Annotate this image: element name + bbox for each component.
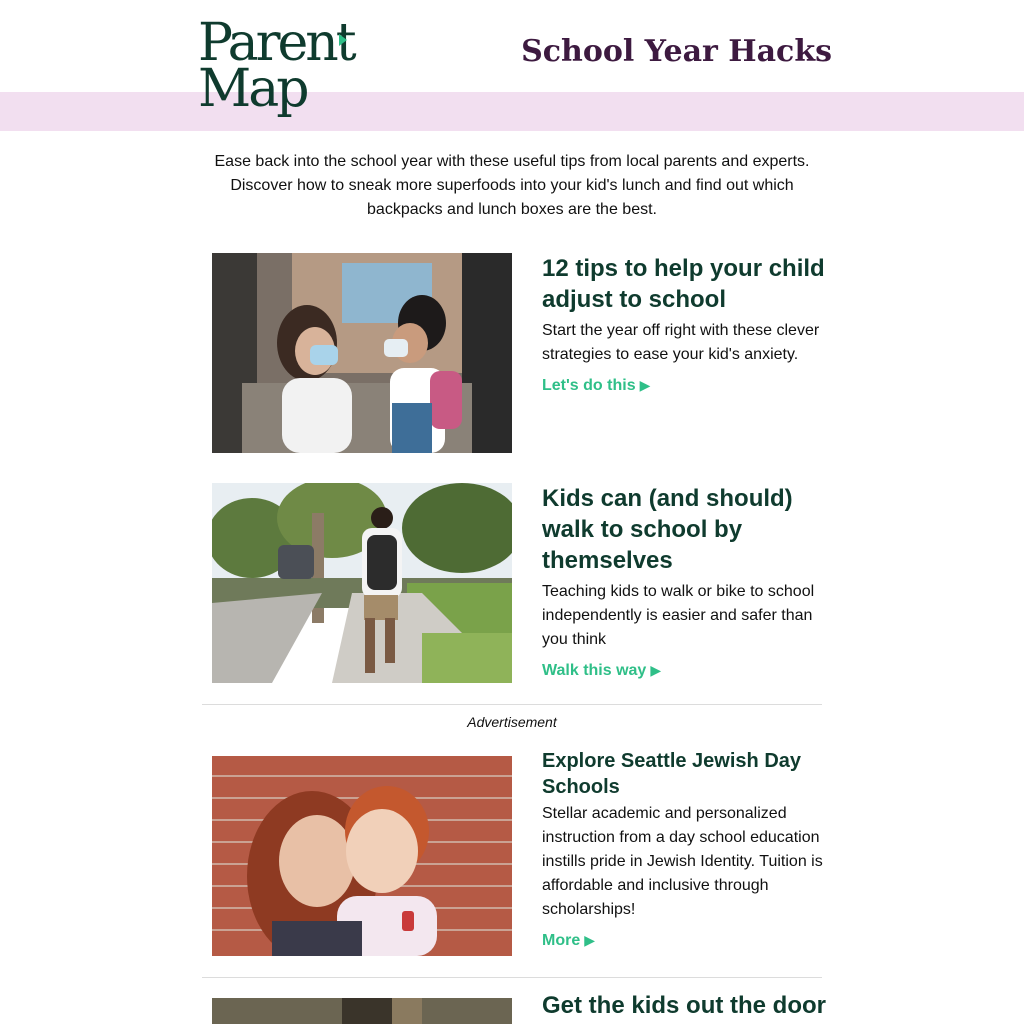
photo-mother-hugging-daughter (212, 756, 512, 956)
article-headline[interactable]: 12 tips to help your child adjust to school (542, 255, 825, 313)
article-text (542, 483, 832, 680)
newsletter-title: School Year Hacks (521, 34, 832, 69)
article-card (212, 253, 824, 453)
article-image-child-walking[interactable] (212, 483, 512, 683)
article-description: Teaching kids to walk or bike to school independently is easier and safer than you think (542, 583, 815, 648)
play-arrow-icon: ▶ (584, 932, 596, 948)
photo-mother-adjusting-mask (212, 253, 512, 453)
more-link[interactable] (542, 932, 595, 950)
ad-headline[interactable]: Explore Seattle Jewish Day Schools (542, 750, 802, 798)
ad-description: Stellar academic and personalized instruction from a day school education instills pride in Jewish Identity. Tuition is affordable and inclusive through scholarships! (542, 805, 823, 918)
parentmap-logo[interactable] (198, 14, 358, 122)
article-text (542, 253, 832, 395)
logo-line-2: Map (198, 59, 307, 119)
photo-child-walking (212, 483, 512, 683)
cta-label: Let's do this (542, 377, 636, 394)
photo-kids-at-door (212, 998, 512, 1024)
ad-card (212, 748, 824, 956)
email-header (0, 0, 1024, 119)
cta-label: Walk this way (542, 662, 647, 679)
advertisement-label: Advertisement (467, 714, 557, 730)
logo-play-icon (339, 34, 347, 46)
divider (202, 977, 822, 978)
ad-image-mother-daughter[interactable] (212, 756, 512, 956)
logo-line-1: Parent (198, 13, 354, 73)
play-arrow-icon: ▶ (650, 662, 662, 678)
article-image-mother-child[interactable] (212, 253, 512, 453)
header-band (0, 92, 1024, 131)
cta-label: More (542, 932, 581, 949)
lets-do-this-link[interactable] (542, 377, 650, 395)
play-arrow-icon: ▶ (639, 377, 651, 393)
article-card (212, 483, 824, 683)
article-text (542, 990, 832, 1021)
ad-text (542, 748, 832, 950)
article-description: Start the year off right with these clever strategies to ease your kid's anxiety. (542, 322, 820, 363)
article-card (212, 990, 827, 1024)
article-headline[interactable]: Kids can (and should) walk to school by themselves (542, 485, 793, 574)
article-image-kids-door[interactable] (212, 998, 512, 1024)
intro-text: Ease back into the school year with these useful tips from local parents and experts. Discover how to sneak more superfoods into your kid's lunch and find out which backpacks and lunch boxes are the best. (214, 153, 810, 218)
walk-this-way-link[interactable] (542, 662, 661, 680)
divider (202, 704, 822, 705)
article-headline[interactable]: Get the kids out the door (542, 992, 827, 1019)
